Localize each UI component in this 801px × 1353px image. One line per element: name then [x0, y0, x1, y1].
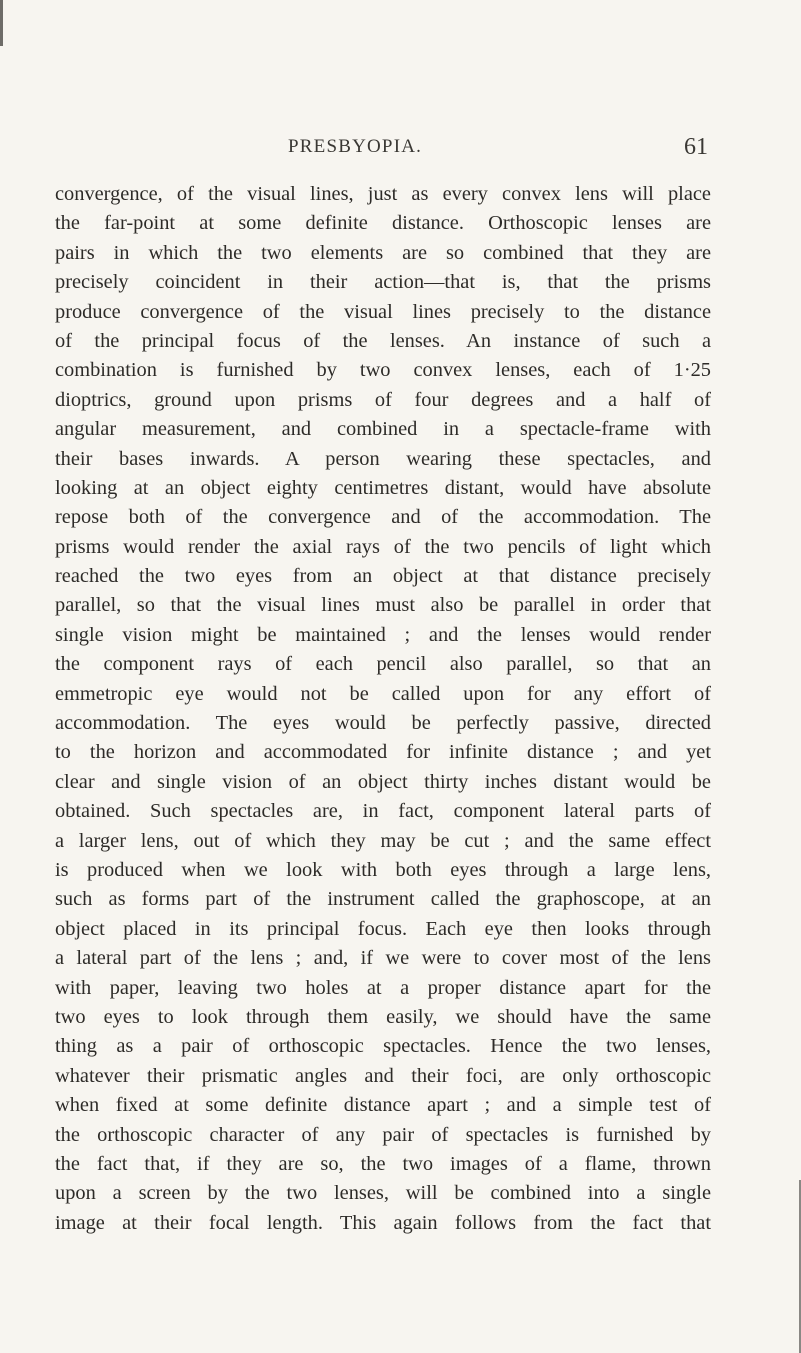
text-line: accommodation. The eyes would be perfectly passive, directed: [55, 712, 711, 735]
text-line: whatever their prismatic angles and their foci, are only orthoscopic: [55, 1064, 711, 1087]
text-line: with paper, leaving two holes at a proper distance apart for the: [55, 976, 711, 999]
text-line: looking at an object eighty centimetres distant, would have absolute: [55, 476, 711, 499]
text-line: pairs in which the two elements are so combined that they are: [55, 241, 711, 264]
text-line: image at their focal length. This again follows from the fact that: [55, 1211, 711, 1234]
text-line: emmetropic eye would not be called upon for any effort of: [55, 682, 711, 705]
text-line: two eyes to look through them easily, we should have the same: [55, 1005, 711, 1028]
text-line: reached the two eyes from an object at that distance precisely: [55, 565, 711, 588]
text-line: object placed in its principal focus. Each eye then looks through: [55, 917, 711, 940]
page-edge-left: [0, 0, 3, 46]
text-line: thing as a pair of orthoscopic spectacles. Hence the two lenses,: [55, 1035, 711, 1058]
text-line: combination is furnished by two convex lenses, each of 1·25: [55, 359, 711, 382]
text-line: to the horizon and accommodated for infinite distance ; and yet: [55, 741, 711, 764]
text-line: a larger lens, out of which they may be cut ; and the same effect: [55, 829, 711, 852]
text-line: the far-point at some definite distance. Orthoscopic lenses are: [55, 212, 711, 235]
text-line: is produced when we look with both eyes through a large lens,: [55, 858, 711, 881]
running-title: PRESBYOPIA.: [288, 136, 423, 157]
text-line: dioptrics, ground upon prisms of four degrees and a half of: [55, 388, 711, 411]
text-line: produce convergence of the visual lines precisely to the distance: [55, 300, 711, 323]
text-line: such as forms part of the instrument called the graphoscope, at an: [55, 888, 711, 911]
text-line: upon a screen by the two lenses, will be combined into a single: [55, 1182, 711, 1205]
text-line: of the principal focus of the lenses. An instance of such a: [55, 329, 711, 352]
text-line: the orthoscopic character of any pair of spectacles is furnished by: [55, 1123, 711, 1146]
text-line: when fixed at some definite distance apart ; and a simple test of: [55, 1094, 711, 1117]
text-line: obtained. Such spectacles are, in fact, component lateral parts of: [55, 800, 711, 823]
text-line: precisely coincident in their action—that is, that the prisms: [55, 271, 711, 294]
text-line: a lateral part of the lens ; and, if we were to cover most of the lens: [55, 947, 711, 970]
text-line: repose both of the convergence and of the accommodation. The: [55, 506, 711, 529]
text-line: clear and single vision of an object thirty inches distant would be: [55, 770, 711, 793]
page-header: [288, 134, 708, 164]
text-line: convergence, of the visual lines, just as every convex lens will place: [55, 183, 711, 205]
text-line: the component rays of each pencil also parallel, so that an: [55, 653, 711, 676]
page-number: 61: [684, 134, 708, 160]
body-text: [55, 180, 711, 1238]
text-line: the fact that, if they are so, the two images of a flame, thrown: [55, 1152, 711, 1175]
text-line: angular measurement, and combined in a spectacle-frame with: [55, 418, 711, 441]
text-line: their bases inwards. A person wearing these spectacles, and: [55, 447, 711, 470]
text-line: prisms would render the axial rays of the two pencils of light which: [55, 535, 711, 558]
text-line: single vision might be maintained ; and the lenses would render: [55, 623, 711, 646]
text-line: parallel, so that the visual lines must also be parallel in order that: [55, 594, 711, 617]
